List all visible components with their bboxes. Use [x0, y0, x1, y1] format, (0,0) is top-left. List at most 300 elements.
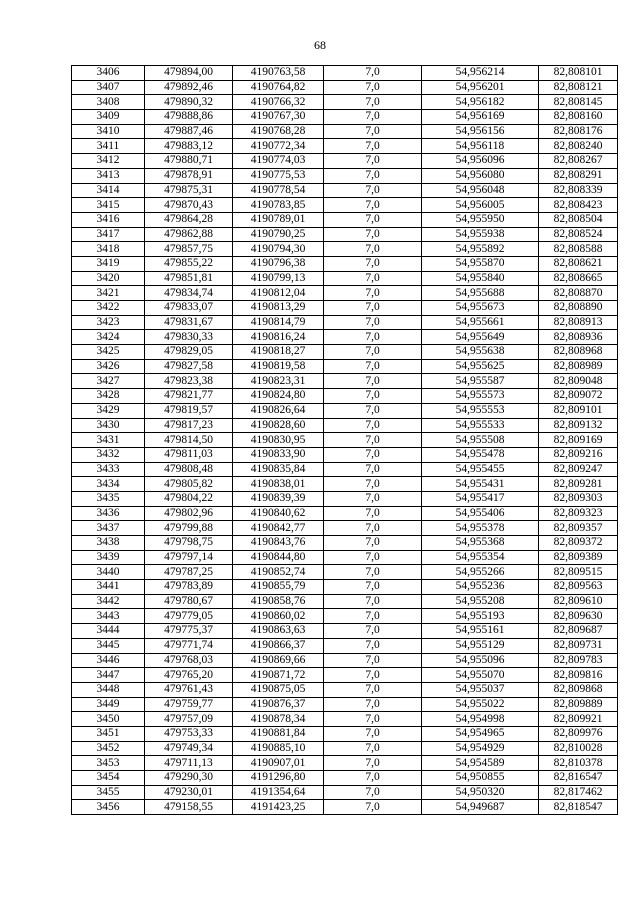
longitude-cell: 82,808936 — [539, 330, 618, 345]
point-number-cell: 3411 — [72, 139, 145, 154]
x-coordinate-cell: 479711,13 — [145, 756, 233, 771]
point-number-cell: 3414 — [72, 183, 145, 198]
value-cell: 7,0 — [324, 198, 422, 213]
x-coordinate-cell: 479864,28 — [145, 212, 233, 227]
y-coordinate-cell: 4190844,80 — [233, 550, 324, 565]
value-cell: 7,0 — [324, 785, 422, 800]
point-number-cell: 3441 — [72, 580, 145, 595]
table-row — [72, 741, 618, 756]
x-coordinate-cell: 479798,75 — [145, 536, 233, 551]
table-row — [72, 345, 618, 360]
table-row — [72, 653, 618, 668]
value-cell: 7,0 — [324, 668, 422, 683]
table-row — [72, 256, 618, 271]
y-coordinate-cell: 4190876,37 — [233, 697, 324, 712]
longitude-cell: 82,808890 — [539, 301, 618, 316]
longitude-cell: 82,808145 — [539, 95, 618, 110]
latitude-cell: 54,955406 — [422, 506, 539, 521]
y-coordinate-cell: 4190819,58 — [233, 359, 324, 374]
x-coordinate-cell: 479888,86 — [145, 110, 233, 125]
table-row — [72, 374, 618, 389]
longitude-cell: 82,808913 — [539, 315, 618, 330]
value-cell: 7,0 — [324, 256, 422, 271]
point-number-cell: 3422 — [72, 301, 145, 316]
point-number-cell: 3442 — [72, 594, 145, 609]
longitude-cell: 82,808121 — [539, 80, 618, 95]
point-number-cell: 3451 — [72, 726, 145, 741]
x-coordinate-cell: 479855,22 — [145, 256, 233, 271]
latitude-cell: 54,955840 — [422, 271, 539, 286]
longitude-cell: 82,809515 — [539, 565, 618, 580]
y-coordinate-cell: 4190842,77 — [233, 521, 324, 536]
longitude-cell: 82,809357 — [539, 521, 618, 536]
x-coordinate-cell: 479779,05 — [145, 609, 233, 624]
longitude-cell: 82,809247 — [539, 462, 618, 477]
point-number-cell: 3436 — [72, 506, 145, 521]
table-row — [72, 271, 618, 286]
y-coordinate-cell: 4190907,01 — [233, 756, 324, 771]
point-number-cell: 3409 — [72, 110, 145, 125]
longitude-cell: 82,809630 — [539, 609, 618, 624]
y-coordinate-cell: 4190885,10 — [233, 741, 324, 756]
longitude-cell: 82,808160 — [539, 110, 618, 125]
value-cell: 7,0 — [324, 110, 422, 125]
page-number: 68 — [314, 38, 326, 52]
x-coordinate-cell: 479771,74 — [145, 638, 233, 653]
y-coordinate-cell: 4190814,79 — [233, 315, 324, 330]
value-cell: 7,0 — [324, 95, 422, 110]
latitude-cell: 54,955673 — [422, 301, 539, 316]
table-row — [72, 418, 618, 433]
table-row — [72, 638, 618, 653]
latitude-cell: 54,949687 — [422, 800, 539, 815]
longitude-cell: 82,808339 — [539, 183, 618, 198]
point-number-cell: 3430 — [72, 418, 145, 433]
longitude-cell: 82,810028 — [539, 741, 618, 756]
value-cell: 7,0 — [324, 389, 422, 404]
y-coordinate-cell: 4190774,03 — [233, 154, 324, 169]
longitude-cell: 82,809610 — [539, 594, 618, 609]
y-coordinate-cell: 4191354,64 — [233, 785, 324, 800]
y-coordinate-cell: 4190828,60 — [233, 418, 324, 433]
value-cell: 7,0 — [324, 227, 422, 242]
point-number-cell: 3438 — [72, 536, 145, 551]
point-number-cell: 3413 — [72, 168, 145, 183]
longitude-cell: 82,808267 — [539, 154, 618, 169]
table-row — [72, 301, 618, 316]
value-cell: 7,0 — [324, 242, 422, 257]
table-row — [72, 154, 618, 169]
y-coordinate-cell: 4190839,39 — [233, 491, 324, 506]
latitude-cell: 54,955368 — [422, 536, 539, 551]
latitude-cell: 54,955208 — [422, 594, 539, 609]
latitude-cell: 54,950855 — [422, 771, 539, 786]
x-coordinate-cell: 479834,74 — [145, 286, 233, 301]
point-number-cell: 3425 — [72, 345, 145, 360]
table-row — [72, 80, 618, 95]
y-coordinate-cell: 4190823,31 — [233, 374, 324, 389]
value-cell: 7,0 — [324, 462, 422, 477]
table-row — [72, 447, 618, 462]
point-number-cell: 3416 — [72, 212, 145, 227]
value-cell: 7,0 — [324, 345, 422, 360]
table-row — [72, 536, 618, 551]
value-cell: 7,0 — [324, 374, 422, 389]
y-coordinate-cell: 4190763,58 — [233, 66, 324, 81]
y-coordinate-cell: 4190824,80 — [233, 389, 324, 404]
y-coordinate-cell: 4190871,72 — [233, 668, 324, 683]
table-row — [72, 756, 618, 771]
value-cell: 7,0 — [324, 477, 422, 492]
table-row — [72, 491, 618, 506]
latitude-cell: 54,954998 — [422, 712, 539, 727]
point-number-cell: 3426 — [72, 359, 145, 374]
latitude-cell: 54,955625 — [422, 359, 539, 374]
longitude-cell: 82,809921 — [539, 712, 618, 727]
table-row — [72, 521, 618, 536]
latitude-cell: 54,955193 — [422, 609, 539, 624]
x-coordinate-cell: 479811,03 — [145, 447, 233, 462]
table-row — [72, 124, 618, 139]
table-row — [72, 609, 618, 624]
point-number-cell: 3454 — [72, 771, 145, 786]
table-row — [72, 477, 618, 492]
longitude-cell: 82,809281 — [539, 477, 618, 492]
value-cell: 7,0 — [324, 124, 422, 139]
longitude-cell: 82,808870 — [539, 286, 618, 301]
table-row — [72, 95, 618, 110]
latitude-cell: 54,955573 — [422, 389, 539, 404]
y-coordinate-cell: 4190799,13 — [233, 271, 324, 286]
point-number-cell: 3427 — [72, 374, 145, 389]
x-coordinate-cell: 479805,82 — [145, 477, 233, 492]
point-number-cell: 3415 — [72, 198, 145, 213]
y-coordinate-cell: 4190843,76 — [233, 536, 324, 551]
value-cell: 7,0 — [324, 212, 422, 227]
x-coordinate-cell: 479823,38 — [145, 374, 233, 389]
value-cell: 7,0 — [324, 624, 422, 639]
latitude-cell: 54,955037 — [422, 682, 539, 697]
longitude-cell: 82,809101 — [539, 403, 618, 418]
point-number-cell: 3407 — [72, 80, 145, 95]
point-number-cell: 3428 — [72, 389, 145, 404]
x-coordinate-cell: 479290,30 — [145, 771, 233, 786]
point-number-cell: 3429 — [72, 403, 145, 418]
latitude-cell: 54,955266 — [422, 565, 539, 580]
latitude-cell: 54,955431 — [422, 477, 539, 492]
y-coordinate-cell: 4190790,25 — [233, 227, 324, 242]
latitude-cell: 54,955661 — [422, 315, 539, 330]
x-coordinate-cell: 479802,96 — [145, 506, 233, 521]
table-row — [72, 242, 618, 257]
y-coordinate-cell: 4190796,38 — [233, 256, 324, 271]
table-row — [72, 712, 618, 727]
latitude-cell: 54,956048 — [422, 183, 539, 198]
x-coordinate-cell: 479870,43 — [145, 198, 233, 213]
table-row — [72, 785, 618, 800]
point-number-cell: 3432 — [72, 447, 145, 462]
y-coordinate-cell: 4190768,28 — [233, 124, 324, 139]
table-row — [72, 403, 618, 418]
latitude-cell: 54,956156 — [422, 124, 539, 139]
longitude-cell: 82,809816 — [539, 668, 618, 683]
longitude-cell: 82,808176 — [539, 124, 618, 139]
point-number-cell: 3408 — [72, 95, 145, 110]
value-cell: 7,0 — [324, 403, 422, 418]
x-coordinate-cell: 479862,88 — [145, 227, 233, 242]
point-number-cell: 3446 — [72, 653, 145, 668]
point-number-cell: 3444 — [72, 624, 145, 639]
longitude-cell: 82,809132 — [539, 418, 618, 433]
table-row — [72, 330, 618, 345]
y-coordinate-cell: 4190794,30 — [233, 242, 324, 257]
point-number-cell: 3448 — [72, 682, 145, 697]
y-coordinate-cell: 4190813,29 — [233, 301, 324, 316]
point-number-cell: 3417 — [72, 227, 145, 242]
longitude-cell: 82,808989 — [539, 359, 618, 374]
value-cell: 7,0 — [324, 330, 422, 345]
point-number-cell: 3440 — [72, 565, 145, 580]
latitude-cell: 54,955553 — [422, 403, 539, 418]
latitude-cell: 54,955354 — [422, 550, 539, 565]
value-cell: 7,0 — [324, 550, 422, 565]
point-number-cell: 3450 — [72, 712, 145, 727]
point-number-cell: 3456 — [72, 800, 145, 815]
longitude-cell: 82,809216 — [539, 447, 618, 462]
longitude-cell: 82,818547 — [539, 800, 618, 815]
latitude-cell: 54,955950 — [422, 212, 539, 227]
x-coordinate-cell: 479759,77 — [145, 697, 233, 712]
table-row — [72, 565, 618, 580]
x-coordinate-cell: 479158,55 — [145, 800, 233, 815]
table-row — [72, 315, 618, 330]
latitude-cell: 54,955022 — [422, 697, 539, 712]
latitude-cell: 54,955688 — [422, 286, 539, 301]
longitude-cell: 82,808588 — [539, 242, 618, 257]
x-coordinate-cell: 479787,25 — [145, 565, 233, 580]
value-cell: 7,0 — [324, 433, 422, 448]
value-cell: 7,0 — [324, 653, 422, 668]
value-cell: 7,0 — [324, 491, 422, 506]
y-coordinate-cell: 4190860,02 — [233, 609, 324, 624]
value-cell: 7,0 — [324, 286, 422, 301]
table-row — [72, 168, 618, 183]
x-coordinate-cell: 479749,34 — [145, 741, 233, 756]
x-coordinate-cell: 479799,88 — [145, 521, 233, 536]
x-coordinate-cell: 479230,01 — [145, 785, 233, 800]
y-coordinate-cell: 4190852,74 — [233, 565, 324, 580]
table-row — [72, 286, 618, 301]
longitude-cell: 82,809169 — [539, 433, 618, 448]
value-cell: 7,0 — [324, 506, 422, 521]
x-coordinate-cell: 479890,32 — [145, 95, 233, 110]
latitude-cell: 54,955508 — [422, 433, 539, 448]
longitude-cell: 82,809731 — [539, 638, 618, 653]
latitude-cell: 54,955649 — [422, 330, 539, 345]
point-number-cell: 3435 — [72, 491, 145, 506]
table-row — [72, 682, 618, 697]
latitude-cell: 54,956214 — [422, 66, 539, 81]
latitude-cell: 54,955892 — [422, 242, 539, 257]
point-number-cell: 3418 — [72, 242, 145, 257]
value-cell: 7,0 — [324, 697, 422, 712]
point-number-cell: 3455 — [72, 785, 145, 800]
latitude-cell: 54,956201 — [422, 80, 539, 95]
table-row — [72, 580, 618, 595]
y-coordinate-cell: 4190778,54 — [233, 183, 324, 198]
value-cell: 7,0 — [324, 594, 422, 609]
x-coordinate-cell: 479883,12 — [145, 139, 233, 154]
value-cell: 7,0 — [324, 521, 422, 536]
longitude-cell: 82,809783 — [539, 653, 618, 668]
latitude-cell: 54,954929 — [422, 741, 539, 756]
y-coordinate-cell: 4190764,82 — [233, 80, 324, 95]
latitude-cell: 54,956005 — [422, 198, 539, 213]
latitude-cell: 54,956118 — [422, 139, 539, 154]
point-number-cell: 3410 — [72, 124, 145, 139]
latitude-cell: 54,955638 — [422, 345, 539, 360]
table-row — [72, 506, 618, 521]
y-coordinate-cell: 4190855,79 — [233, 580, 324, 595]
table-row — [72, 726, 618, 741]
y-coordinate-cell: 4190830,95 — [233, 433, 324, 448]
table-row — [72, 389, 618, 404]
y-coordinate-cell: 4190840,62 — [233, 506, 324, 521]
value-cell: 7,0 — [324, 726, 422, 741]
value-cell: 7,0 — [324, 638, 422, 653]
y-coordinate-cell: 4190789,01 — [233, 212, 324, 227]
table-row — [72, 198, 618, 213]
value-cell: 7,0 — [324, 682, 422, 697]
table-row — [72, 359, 618, 374]
longitude-cell: 82,808423 — [539, 198, 618, 213]
value-cell: 7,0 — [324, 418, 422, 433]
longitude-cell: 82,808621 — [539, 256, 618, 271]
point-number-cell: 3421 — [72, 286, 145, 301]
latitude-cell: 54,955533 — [422, 418, 539, 433]
latitude-cell: 54,956182 — [422, 95, 539, 110]
longitude-cell: 82,809563 — [539, 580, 618, 595]
value-cell: 7,0 — [324, 741, 422, 756]
x-coordinate-cell: 479814,50 — [145, 433, 233, 448]
longitude-cell: 82,809687 — [539, 624, 618, 639]
point-number-cell: 3434 — [72, 477, 145, 492]
point-number-cell: 3453 — [72, 756, 145, 771]
longitude-cell: 82,808524 — [539, 227, 618, 242]
table-row — [72, 110, 618, 125]
table-row — [72, 66, 618, 81]
table-row — [72, 594, 618, 609]
y-coordinate-cell: 4190858,76 — [233, 594, 324, 609]
latitude-cell: 54,955129 — [422, 638, 539, 653]
y-coordinate-cell: 4190766,32 — [233, 95, 324, 110]
x-coordinate-cell: 479768,03 — [145, 653, 233, 668]
value-cell: 7,0 — [324, 800, 422, 815]
longitude-cell: 82,808101 — [539, 66, 618, 81]
x-coordinate-cell: 479892,46 — [145, 80, 233, 95]
x-coordinate-cell: 479830,33 — [145, 330, 233, 345]
y-coordinate-cell: 4191423,25 — [233, 800, 324, 815]
value-cell: 7,0 — [324, 80, 422, 95]
point-number-cell: 3412 — [72, 154, 145, 169]
y-coordinate-cell: 4190767,30 — [233, 110, 324, 125]
value-cell: 7,0 — [324, 301, 422, 316]
x-coordinate-cell: 479875,31 — [145, 183, 233, 198]
y-coordinate-cell: 4190812,04 — [233, 286, 324, 301]
x-coordinate-cell: 479804,22 — [145, 491, 233, 506]
longitude-cell: 82,809048 — [539, 374, 618, 389]
longitude-cell: 82,808504 — [539, 212, 618, 227]
latitude-cell: 54,955938 — [422, 227, 539, 242]
table-row — [72, 800, 618, 815]
latitude-cell: 54,955236 — [422, 580, 539, 595]
value-cell: 7,0 — [324, 712, 422, 727]
x-coordinate-cell: 479765,20 — [145, 668, 233, 683]
y-coordinate-cell: 4190866,37 — [233, 638, 324, 653]
point-number-cell: 3433 — [72, 462, 145, 477]
y-coordinate-cell: 4190838,01 — [233, 477, 324, 492]
latitude-cell: 54,956096 — [422, 154, 539, 169]
x-coordinate-cell: 479780,67 — [145, 594, 233, 609]
longitude-cell: 82,809389 — [539, 550, 618, 565]
latitude-cell: 54,955096 — [422, 653, 539, 668]
table-row — [72, 697, 618, 712]
value-cell: 7,0 — [324, 756, 422, 771]
x-coordinate-cell: 479833,07 — [145, 301, 233, 316]
x-coordinate-cell: 479831,67 — [145, 315, 233, 330]
latitude-cell: 54,950320 — [422, 785, 539, 800]
longitude-cell: 82,808968 — [539, 345, 618, 360]
longitude-cell: 82,809323 — [539, 506, 618, 521]
latitude-cell: 54,955455 — [422, 462, 539, 477]
x-coordinate-cell: 479857,75 — [145, 242, 233, 257]
latitude-cell: 54,955478 — [422, 447, 539, 462]
coordinates-table-body — [72, 66, 618, 815]
table-row — [72, 771, 618, 786]
value-cell: 7,0 — [324, 771, 422, 786]
point-number-cell: 3419 — [72, 256, 145, 271]
point-number-cell: 3445 — [72, 638, 145, 653]
point-number-cell: 3447 — [72, 668, 145, 683]
value-cell: 7,0 — [324, 168, 422, 183]
latitude-cell: 54,954589 — [422, 756, 539, 771]
table-row — [72, 212, 618, 227]
coordinates-table — [71, 65, 618, 815]
table-row — [72, 624, 618, 639]
latitude-cell: 54,956080 — [422, 168, 539, 183]
latitude-cell: 54,955587 — [422, 374, 539, 389]
point-number-cell: 3420 — [72, 271, 145, 286]
y-coordinate-cell: 4190826,64 — [233, 403, 324, 418]
longitude-cell: 82,816547 — [539, 771, 618, 786]
x-coordinate-cell: 479753,33 — [145, 726, 233, 741]
point-number-cell: 3452 — [72, 741, 145, 756]
point-number-cell: 3437 — [72, 521, 145, 536]
latitude-cell: 54,956169 — [422, 110, 539, 125]
y-coordinate-cell: 4190818,27 — [233, 345, 324, 360]
longitude-cell: 82,809976 — [539, 726, 618, 741]
point-number-cell: 3423 — [72, 315, 145, 330]
point-number-cell: 3406 — [72, 66, 145, 81]
value-cell: 7,0 — [324, 139, 422, 154]
x-coordinate-cell: 479887,46 — [145, 124, 233, 139]
y-coordinate-cell: 4190835,84 — [233, 462, 324, 477]
y-coordinate-cell: 4190869,66 — [233, 653, 324, 668]
value-cell: 7,0 — [324, 609, 422, 624]
value-cell: 7,0 — [324, 154, 422, 169]
x-coordinate-cell: 479894,00 — [145, 66, 233, 81]
latitude-cell: 54,955070 — [422, 668, 539, 683]
